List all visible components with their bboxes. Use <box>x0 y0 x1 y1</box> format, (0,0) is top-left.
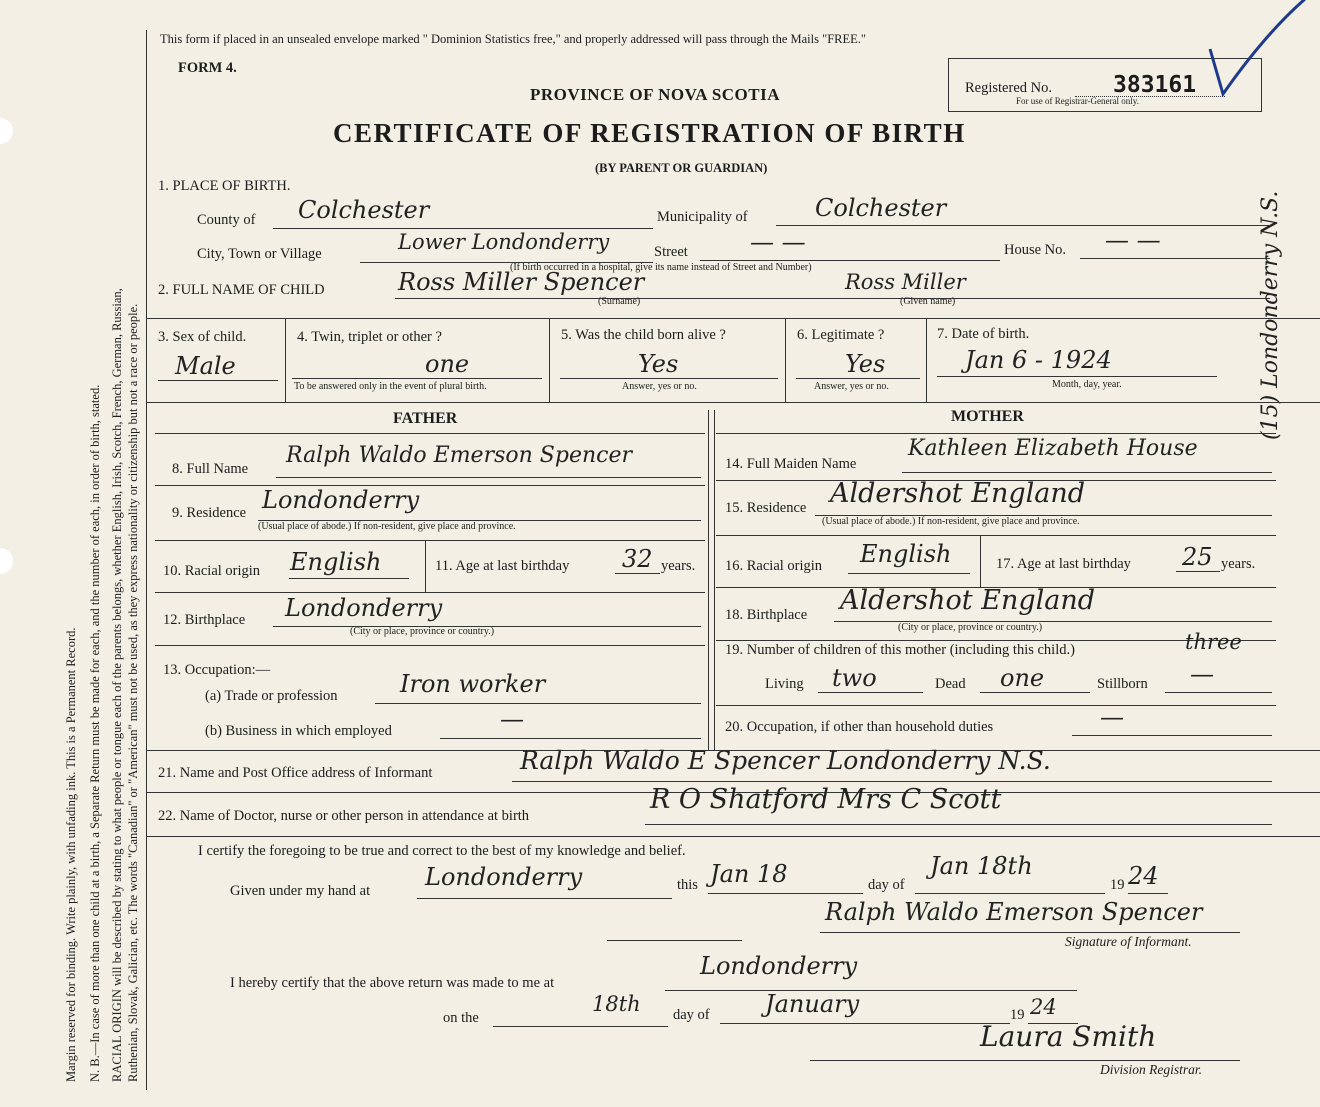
mother-children-label: 19. Number of children of this mother (including this child.) <box>725 642 1075 658</box>
informant-signature-line <box>820 932 1240 933</box>
street-label: Street <box>654 244 688 260</box>
mother-children-value: three <box>1185 630 1242 654</box>
mother-rule-2 <box>716 535 1276 536</box>
mother-occupation-line <box>1072 735 1272 736</box>
father-business-line <box>440 738 701 739</box>
registrar-month-value: January <box>765 990 860 1018</box>
father-name-line <box>276 477 701 478</box>
margin-note-racial-cont: Ruthenian, Slovak, Galician, etc. The words "Canadian" or "American" must not be used, as they express nationality or citizenship but not a race or people. <box>126 303 140 1082</box>
father-rule-2 <box>155 540 705 541</box>
father-age-line <box>615 573 660 574</box>
mother-living-value: two <box>832 664 877 692</box>
given-note: (Given name) <box>900 296 956 307</box>
sex-value: Male <box>175 352 236 380</box>
margin-rule <box>146 30 147 1090</box>
cert-year-value: 24 <box>1128 862 1159 890</box>
informant-signature: Ralph Waldo Emerson Spencer <box>825 898 1203 926</box>
mother-age-line <box>1176 571 1220 572</box>
informant-line <box>512 781 1272 782</box>
grid-divider-2 <box>549 318 550 402</box>
father-race-label: 10. Racial origin <box>163 563 261 579</box>
house-value: — — <box>1105 226 1161 254</box>
house-line <box>1080 258 1270 259</box>
city-value: Lower Londonderry <box>398 230 610 254</box>
left-margin <box>0 0 146 1107</box>
this-value: Jan 18 <box>710 860 788 888</box>
city-label: City, Town or Village <box>197 246 322 262</box>
province-heading: PROVINCE OF NOVA SCOTIA <box>530 85 781 104</box>
father-rule-1 <box>155 485 705 486</box>
mail-notice: This form if placed in an unsealed envelope marked " Dominion Statistics free," and properly addressed will pass through the Mails "FREE." <box>160 32 867 46</box>
father-name-value: Ralph Waldo Emerson Spencer <box>286 443 632 468</box>
registrar-year-prefix: 19 <box>1010 1007 1025 1023</box>
mother-name-label: 14. Full Maiden Name <box>725 456 857 472</box>
alive-value: Yes <box>638 350 679 378</box>
form-number: FORM 4. <box>178 60 237 76</box>
twin-line <box>292 378 542 379</box>
county-value: Colchester <box>298 196 430 224</box>
registered-label: Registered No. <box>965 80 1052 96</box>
sex-label: 3. Sex of child. <box>158 329 247 345</box>
grid-divider-1 <box>285 318 286 402</box>
mother-race-label: 16. Racial origin <box>725 558 823 574</box>
mother-living-line <box>818 692 923 693</box>
this-label: this <box>677 877 698 893</box>
street-value: — — <box>750 228 806 256</box>
child-name-line <box>395 298 1270 299</box>
mother-age-label: 17. Age at last birthday <box>996 556 1131 572</box>
mother-stillborn-label: Stillborn <box>1097 676 1148 692</box>
doctor-value: R O Shatford Mrs C Scott <box>650 784 1002 815</box>
father-rule-4 <box>155 645 705 646</box>
father-trade-value: Iron worker <box>400 670 546 698</box>
mother-rule-5 <box>716 705 1276 706</box>
father-residence-value: Londonderry <box>262 486 420 514</box>
father-age-value: 32 <box>622 545 653 573</box>
grid-divider-4 <box>926 318 927 402</box>
municipality-line <box>776 225 1271 226</box>
twin-value: one <box>425 350 470 378</box>
doctor-line <box>645 824 1272 825</box>
child-full-name: Ross Miller Spencer <box>398 268 645 296</box>
alive-label: 5. Was the child born alive ? <box>561 327 726 343</box>
mother-birthplace-value: Aldershot England <box>840 585 1096 616</box>
mother-age-value: 25 <box>1182 543 1213 571</box>
cert-year-prefix: 19 <box>1110 877 1125 893</box>
mother-heading: MOTHER <box>951 408 1024 425</box>
registrar-place-line <box>665 990 1077 991</box>
surname-note: (Surname) <box>598 296 641 307</box>
mother-race-divider <box>980 535 981 587</box>
margin-note-nb: N. B.—In case of more than one child at a birth, a Separate Return must be made for each, and the number of each, in order of birth, stated. <box>88 384 102 1082</box>
mother-residence-note: (Usual place of abode.) If non-resident, give place and province. <box>822 516 1080 527</box>
father-rule-3 <box>155 592 705 593</box>
mother-occupation-label: 20. Occupation, if other than household duties <box>725 719 994 735</box>
mother-stillborn-value: — <box>1190 660 1214 688</box>
certification-separator <box>607 940 742 941</box>
legitimate-label: 6. Legitimate ? <box>797 327 885 343</box>
parents-divider-right <box>714 410 715 750</box>
legitimate-line <box>796 378 920 379</box>
doctor-label: 22. Name of Doctor, nurse or other person in attendance at birth <box>158 808 530 824</box>
registrar-use-note: For use of Registrar-General only. <box>1016 96 1139 106</box>
certify-statement: I certify the foregoing to be true and correct to the best of my knowledge and belief. <box>198 843 686 859</box>
certificate-subtitle: (BY PARENT OR GUARDIAN) <box>595 161 768 175</box>
municipality-value: Colchester <box>815 194 947 222</box>
this-line <box>708 893 863 894</box>
father-age-label: 11. Age at last birthday <box>435 558 570 574</box>
father-birthplace-note: (City or place, province or country.) <box>350 626 495 637</box>
mother-stillborn-line <box>1165 692 1272 693</box>
dob-label: 7. Date of birth. <box>937 326 1030 342</box>
father-birthplace-value: Londonderry <box>285 594 443 622</box>
father-heading: FATHER <box>393 410 458 427</box>
place-of-birth-heading: 1. PLACE OF BIRTH. <box>158 178 291 194</box>
father-business-label: (b) Business in which employed <box>205 723 392 739</box>
father-race-line <box>289 578 409 579</box>
father-residence-note: (Usual place of abode.) If non-resident, give place and province. <box>258 521 516 532</box>
mother-years-label: years. <box>1221 556 1256 572</box>
registrar-signature-label: Division Registrar. <box>1100 1062 1203 1077</box>
registrar-signature: Laura Smith <box>980 1020 1157 1053</box>
father-birthplace-label: 12. Birthplace <box>163 612 246 628</box>
informant-label: 21. Name and Post Office address of Informant <box>158 765 433 781</box>
dob-line <box>937 376 1217 377</box>
mother-heading-rule <box>716 433 1276 434</box>
certificate-title: CERTIFICATE OF REGISTRATION OF BIRTH <box>333 118 966 148</box>
county-label: County of <box>197 212 256 228</box>
side-annotation: (15) Londonderry N.S. <box>1258 190 1283 440</box>
rule-top-grid <box>146 318 1320 319</box>
on-the-label: on the <box>443 1010 479 1026</box>
municipality-label: Municipality of <box>657 209 748 225</box>
father-name-label: 8. Full Name <box>172 461 249 477</box>
grid-divider-3 <box>785 318 786 402</box>
day-of-value: Jan 18th <box>930 852 1033 880</box>
given-at-line <box>417 898 672 899</box>
father-race-divider <box>425 540 426 592</box>
given-at-label: Given under my hand at <box>230 883 371 899</box>
check-mark-icon <box>1205 0 1315 109</box>
mother-dead-line <box>980 692 1090 693</box>
parents-divider-left <box>708 410 709 750</box>
rule-doctor <box>146 836 1320 837</box>
mother-dead-value: one <box>1000 664 1045 692</box>
mother-residence-value: Aldershot England <box>830 478 1086 509</box>
child-name-label: 2. FULL NAME OF CHILD <box>158 282 325 298</box>
father-trade-label: (a) Trade or profession <box>205 688 338 704</box>
mother-name-line <box>902 472 1272 473</box>
registrar-statement: I hereby certify that the above return was made to me at <box>230 975 555 991</box>
street-line <box>700 260 1000 261</box>
twin-note: To be answered only in the event of plural birth. <box>294 381 487 392</box>
father-trade-line <box>375 703 701 704</box>
mother-occupation-value: — <box>1100 703 1124 731</box>
registrar-day-value: 18th <box>592 992 641 1016</box>
mother-residence-label: 15. Residence <box>725 500 807 516</box>
mother-race-line <box>848 573 970 574</box>
alive-line <box>560 378 778 379</box>
father-residence-label: 9. Residence <box>172 505 247 521</box>
mother-birthplace-label: 18. Birthplace <box>725 607 808 623</box>
registrar-place-value: Londonderry <box>700 952 858 980</box>
father-years-label: years. <box>661 558 696 574</box>
day-of-line <box>915 893 1105 894</box>
father-heading-rule <box>155 433 705 434</box>
informant-signature-label: Signature of Informant. <box>1065 934 1192 949</box>
registrar-month-line <box>720 1023 1010 1024</box>
father-occupation-label: 13. Occupation:— <box>163 662 271 678</box>
registrar-day-of-label: day of <box>673 1007 710 1023</box>
dob-value: Jan 6 - 1924 <box>965 346 1112 374</box>
county-line <box>273 228 653 229</box>
father-race-value: English <box>290 548 382 576</box>
father-business-value: — <box>500 705 524 733</box>
dob-note: Month, day, year. <box>1052 379 1122 390</box>
informant-value: Ralph Waldo E Spencer Londonderry N.S. <box>520 746 1051 775</box>
legitimate-note: Answer, yes or no. <box>814 381 889 392</box>
mother-dead-label: Dead <box>935 676 966 692</box>
mother-living-label: Living <box>765 676 804 692</box>
margin-note-binding: Margin reserved for binding. Write plainly, with unfading ink. This is a Permanent Record. <box>64 627 78 1082</box>
hospital-note: (If birth occurred in a hospital, give its name instead of Street and Number) <box>510 262 812 273</box>
margin-note-racial: RACIAL ORIGIN will be described by stating to what people or tongue each of the parents belongs, whether English, Irish, Scotch, French, German, Russian, <box>110 288 124 1082</box>
sex-line <box>158 380 278 381</box>
mother-name-value: Kathleen Elizabeth House <box>908 436 1198 461</box>
mother-race-value: English <box>860 540 952 568</box>
legitimate-value: Yes <box>845 350 886 378</box>
registrar-year-value: 24 <box>1030 995 1057 1019</box>
day-of-label: day of <box>868 877 905 893</box>
mother-birthplace-note: (City or place, province or country.) <box>898 622 1043 633</box>
cert-year-line <box>1128 893 1168 894</box>
child-given-name: Ross Miller <box>845 270 966 294</box>
registrar-signature-line <box>810 1060 1240 1061</box>
twin-label: 4. Twin, triplet or other ? <box>297 329 442 345</box>
alive-note: Answer, yes or no. <box>622 381 697 392</box>
given-at-value: Londonderry <box>425 863 583 891</box>
rule-bottom-grid <box>146 402 1320 403</box>
house-label: House No. <box>1004 242 1067 258</box>
on-the-line <box>493 1026 668 1027</box>
registered-number: 383161 <box>1113 72 1197 98</box>
